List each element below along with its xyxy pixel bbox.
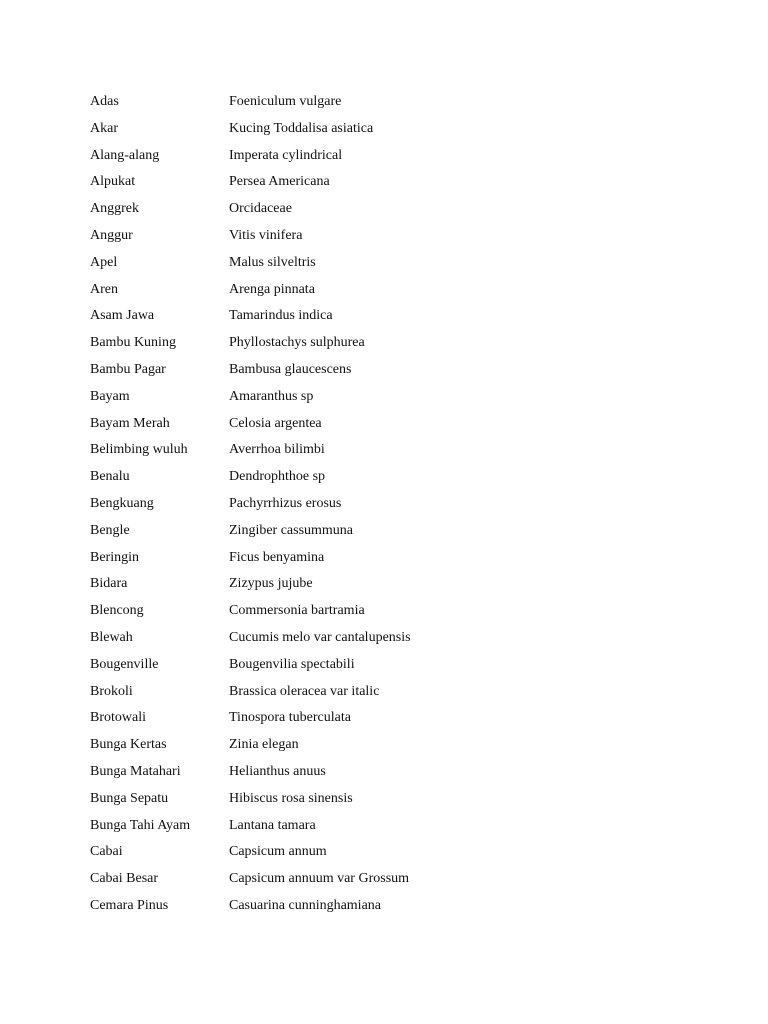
plant-row xyxy=(90,652,690,679)
plant-row xyxy=(90,303,690,330)
latin-name: Casuarina cunninghamiana xyxy=(229,897,382,913)
local-name: Akar xyxy=(90,120,118,136)
local-name: Belimbing wuluh xyxy=(90,442,188,458)
plant-row xyxy=(90,169,690,196)
local-name: Alpukat xyxy=(90,174,136,190)
plant-row xyxy=(90,250,690,277)
plant-row xyxy=(90,143,690,170)
plant-row xyxy=(90,813,690,840)
latin-name: Malus silveltris xyxy=(229,254,316,270)
plant-row xyxy=(90,705,690,732)
latin-name: Tamarindus indica xyxy=(229,308,333,324)
latin-name: Averrhoa bilimbi xyxy=(229,442,325,458)
latin-name: Bambusa glaucescens xyxy=(229,361,352,377)
latin-name: Celosia argentea xyxy=(229,415,322,431)
latin-name: Vitis vinifera xyxy=(229,227,303,243)
plant-row xyxy=(90,759,690,786)
latin-name: Cucumis melo var cantalupensis xyxy=(229,629,411,645)
latin-name: Capsicum annum xyxy=(229,844,327,860)
local-name: Cabai xyxy=(90,844,123,860)
local-name: Alang-alang xyxy=(90,147,160,163)
local-name: Blewah xyxy=(90,629,133,645)
latin-name: Imperata cylindrical xyxy=(229,147,343,163)
local-name: Cemara Pinus xyxy=(90,897,169,913)
latin-name: Ficus benyamina xyxy=(229,549,325,565)
local-name: Bayam xyxy=(90,388,130,404)
plant-row xyxy=(90,330,690,357)
local-name: Brokoli xyxy=(90,683,133,699)
latin-name: Hibiscus rosa sinensis xyxy=(229,790,353,806)
plant-row xyxy=(90,89,690,116)
local-name: Bengkuang xyxy=(90,495,154,511)
latin-name: Persea Americana xyxy=(229,174,330,190)
plant-row xyxy=(90,893,690,920)
local-name: Bunga Matahari xyxy=(90,763,181,779)
plant-row xyxy=(90,223,690,250)
plant-name-list xyxy=(90,89,690,920)
latin-name: Dendrophthoe sp xyxy=(229,469,326,485)
local-name: Bidara xyxy=(90,576,128,592)
plant-row xyxy=(90,437,690,464)
local-name: Bambu Kuning xyxy=(90,335,176,351)
plant-row xyxy=(90,839,690,866)
latin-name: Bougenvilia spectabili xyxy=(229,656,355,672)
latin-name: Orcidaceae xyxy=(229,201,292,217)
plant-row xyxy=(90,411,690,438)
latin-name: Commersonia bartramia xyxy=(229,603,365,619)
latin-name: Amaranthus sp xyxy=(229,388,314,404)
latin-name: Phyllostachys sulphurea xyxy=(229,335,365,351)
plant-row xyxy=(90,357,690,384)
latin-name: Lantana tamara xyxy=(229,817,316,833)
plant-row xyxy=(90,196,690,223)
local-name: Anggur xyxy=(90,227,133,243)
local-name: Brotowali xyxy=(90,710,146,726)
plant-row xyxy=(90,732,690,759)
local-name: Bunga Kertas xyxy=(90,737,167,753)
plant-row xyxy=(90,116,690,143)
local-name: Benalu xyxy=(90,469,130,485)
plant-row xyxy=(90,491,690,518)
local-name: Aren xyxy=(90,281,118,297)
local-name: Bunga Sepatu xyxy=(90,790,169,806)
plant-row xyxy=(90,625,690,652)
plant-row xyxy=(90,598,690,625)
local-name: Bougenville xyxy=(90,656,159,672)
plant-row xyxy=(90,277,690,304)
local-name: Beringin xyxy=(90,549,139,565)
latin-name: Kucing Toddalisa asiatica xyxy=(229,120,374,136)
latin-name: Pachyrrhizus erosus xyxy=(229,495,342,511)
latin-name: Zingiber cassummuna xyxy=(229,522,354,538)
latin-name: Zizypus jujube xyxy=(229,576,313,592)
plant-row xyxy=(90,545,690,572)
local-name: Bambu Pagar xyxy=(90,361,166,377)
local-name: Anggrek xyxy=(90,201,139,217)
local-name: Bunga Tahi Ayam xyxy=(90,817,191,833)
latin-name: Helianthus anuus xyxy=(229,763,326,779)
plant-row xyxy=(90,571,690,598)
local-name: Bayam Merah xyxy=(90,415,170,431)
local-name: Adas xyxy=(90,94,119,109)
latin-name: Tinospora tuberculata xyxy=(229,710,351,726)
plant-row xyxy=(90,518,690,545)
plant-row xyxy=(90,464,690,491)
latin-name: Arenga pinnata xyxy=(229,281,315,297)
latin-name: Foeniculum vulgare xyxy=(229,94,342,109)
latin-name: Capsicum annuum var Grossum xyxy=(229,871,410,887)
local-name: Apel xyxy=(90,254,118,270)
plant-row xyxy=(90,384,690,411)
latin-name: Brassica oleracea var italic xyxy=(229,683,380,699)
local-name: Bengle xyxy=(90,522,130,538)
latin-name: Zinia elegan xyxy=(229,737,299,753)
plant-row xyxy=(90,679,690,706)
plant-row xyxy=(90,866,690,893)
plant-row xyxy=(90,786,690,813)
local-name: Asam Jawa xyxy=(90,308,155,324)
local-name: Cabai Besar xyxy=(90,871,159,887)
local-name: Blencong xyxy=(90,603,144,619)
